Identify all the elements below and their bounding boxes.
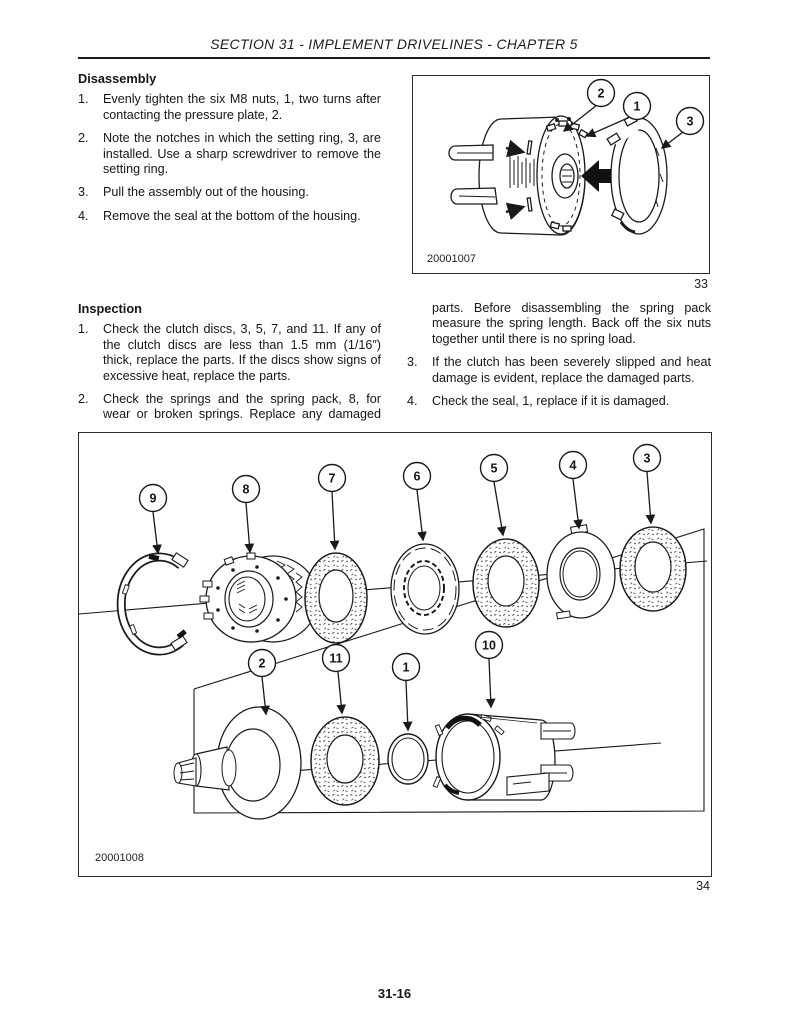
callout-4: 4 [569, 458, 577, 473]
disassembly-section [78, 71, 381, 232]
callout-6: 6 [413, 469, 421, 484]
part-friction-disc-11 [311, 717, 379, 805]
figure-33-clutch-housing [412, 75, 710, 274]
disassembly-step: 3. Pull the assembly out of the housing. [78, 185, 309, 200]
inspection-step: 1. Check the clutch discs, 3, 5, 7, and 11. If any of the clutch discs are less than 1.5 mm (1/16″) thick, replace the parts. If the discs show signs of excessive heat, replace the parts. [78, 322, 381, 383]
inspection-step: 4. Check the seal, 1, replace if it is damaged. [407, 394, 670, 409]
part-hub-shaft-2 [174, 707, 301, 819]
photo-id-33: 20001007 [427, 253, 476, 265]
part-friction-disc-3 [620, 527, 686, 611]
inspection-section-left [78, 301, 381, 431]
disassembly-step: 4. Remove the seal at the bottom of the housing. [78, 208, 361, 223]
inspection-section-right [407, 301, 711, 417]
part-seal-ring-1 [388, 734, 428, 784]
photo-id-34: 20001008 [95, 852, 144, 864]
inspection-step: 3. If the clutch has been severely slipped and heat damage is evident, replace the damaged parts. [407, 355, 711, 385]
part-setting-ring-9 [121, 553, 188, 651]
callout-3: 3 [686, 114, 694, 129]
callout-1: 1 [633, 99, 641, 114]
part-spring-pack-8 [200, 553, 318, 642]
part-steel-plate-4 [547, 525, 615, 619]
figure-34-exploded-clutch [78, 432, 712, 877]
callout-10: 10 [482, 638, 496, 653]
part-housing-10 [433, 714, 575, 800]
page-number: 31-16 [377, 986, 412, 1001]
disassembly-step: 1. Evenly tighten the six M8 nuts, 1, two turns after contacting the pressure plate, 2. [78, 92, 381, 122]
section-header: SECTION 31 - IMPLEMENT DRIVELINES - CHAPTER 5 [210, 36, 578, 52]
callout-3b: 3 [643, 451, 651, 466]
header-rule [78, 57, 710, 59]
callout-5: 5 [490, 461, 498, 476]
part-steel-plate-6 [391, 544, 459, 634]
inspection-step: 2. Check the springs and the spring pack, 8, for wear or broken springs. Replace any damaged [78, 392, 381, 422]
part-friction-disc-5 [473, 539, 539, 627]
callout-1b: 1 [402, 660, 410, 675]
figure-34-number: 34 [696, 879, 710, 893]
inspection-heading: Inspection [78, 301, 142, 316]
disassembly-step: 2. Note the notches in which the setting ring, 3, are installed. Use a sharp screwdriver to remove the setting ring. [78, 131, 381, 177]
callout-8: 8 [242, 482, 250, 497]
callout-2b: 2 [258, 656, 266, 671]
inspection-step-continuation: parts. Before disassembling the spring pack measure the spring length. Back off the six nuts together until there is no spring load. [432, 301, 711, 346]
callout-7: 7 [328, 471, 336, 486]
callout-2: 2 [597, 86, 605, 101]
disassembly-heading: Disassembly [78, 71, 157, 86]
clutch-housing-drawing [413, 76, 706, 270]
callout-9: 9 [149, 491, 157, 506]
exploded-view-drawing [79, 433, 708, 873]
figure-33-number: 33 [694, 277, 708, 291]
callout-11: 11 [329, 651, 343, 666]
cover-ring [607, 115, 667, 234]
part-friction-disc-7 [305, 553, 367, 643]
